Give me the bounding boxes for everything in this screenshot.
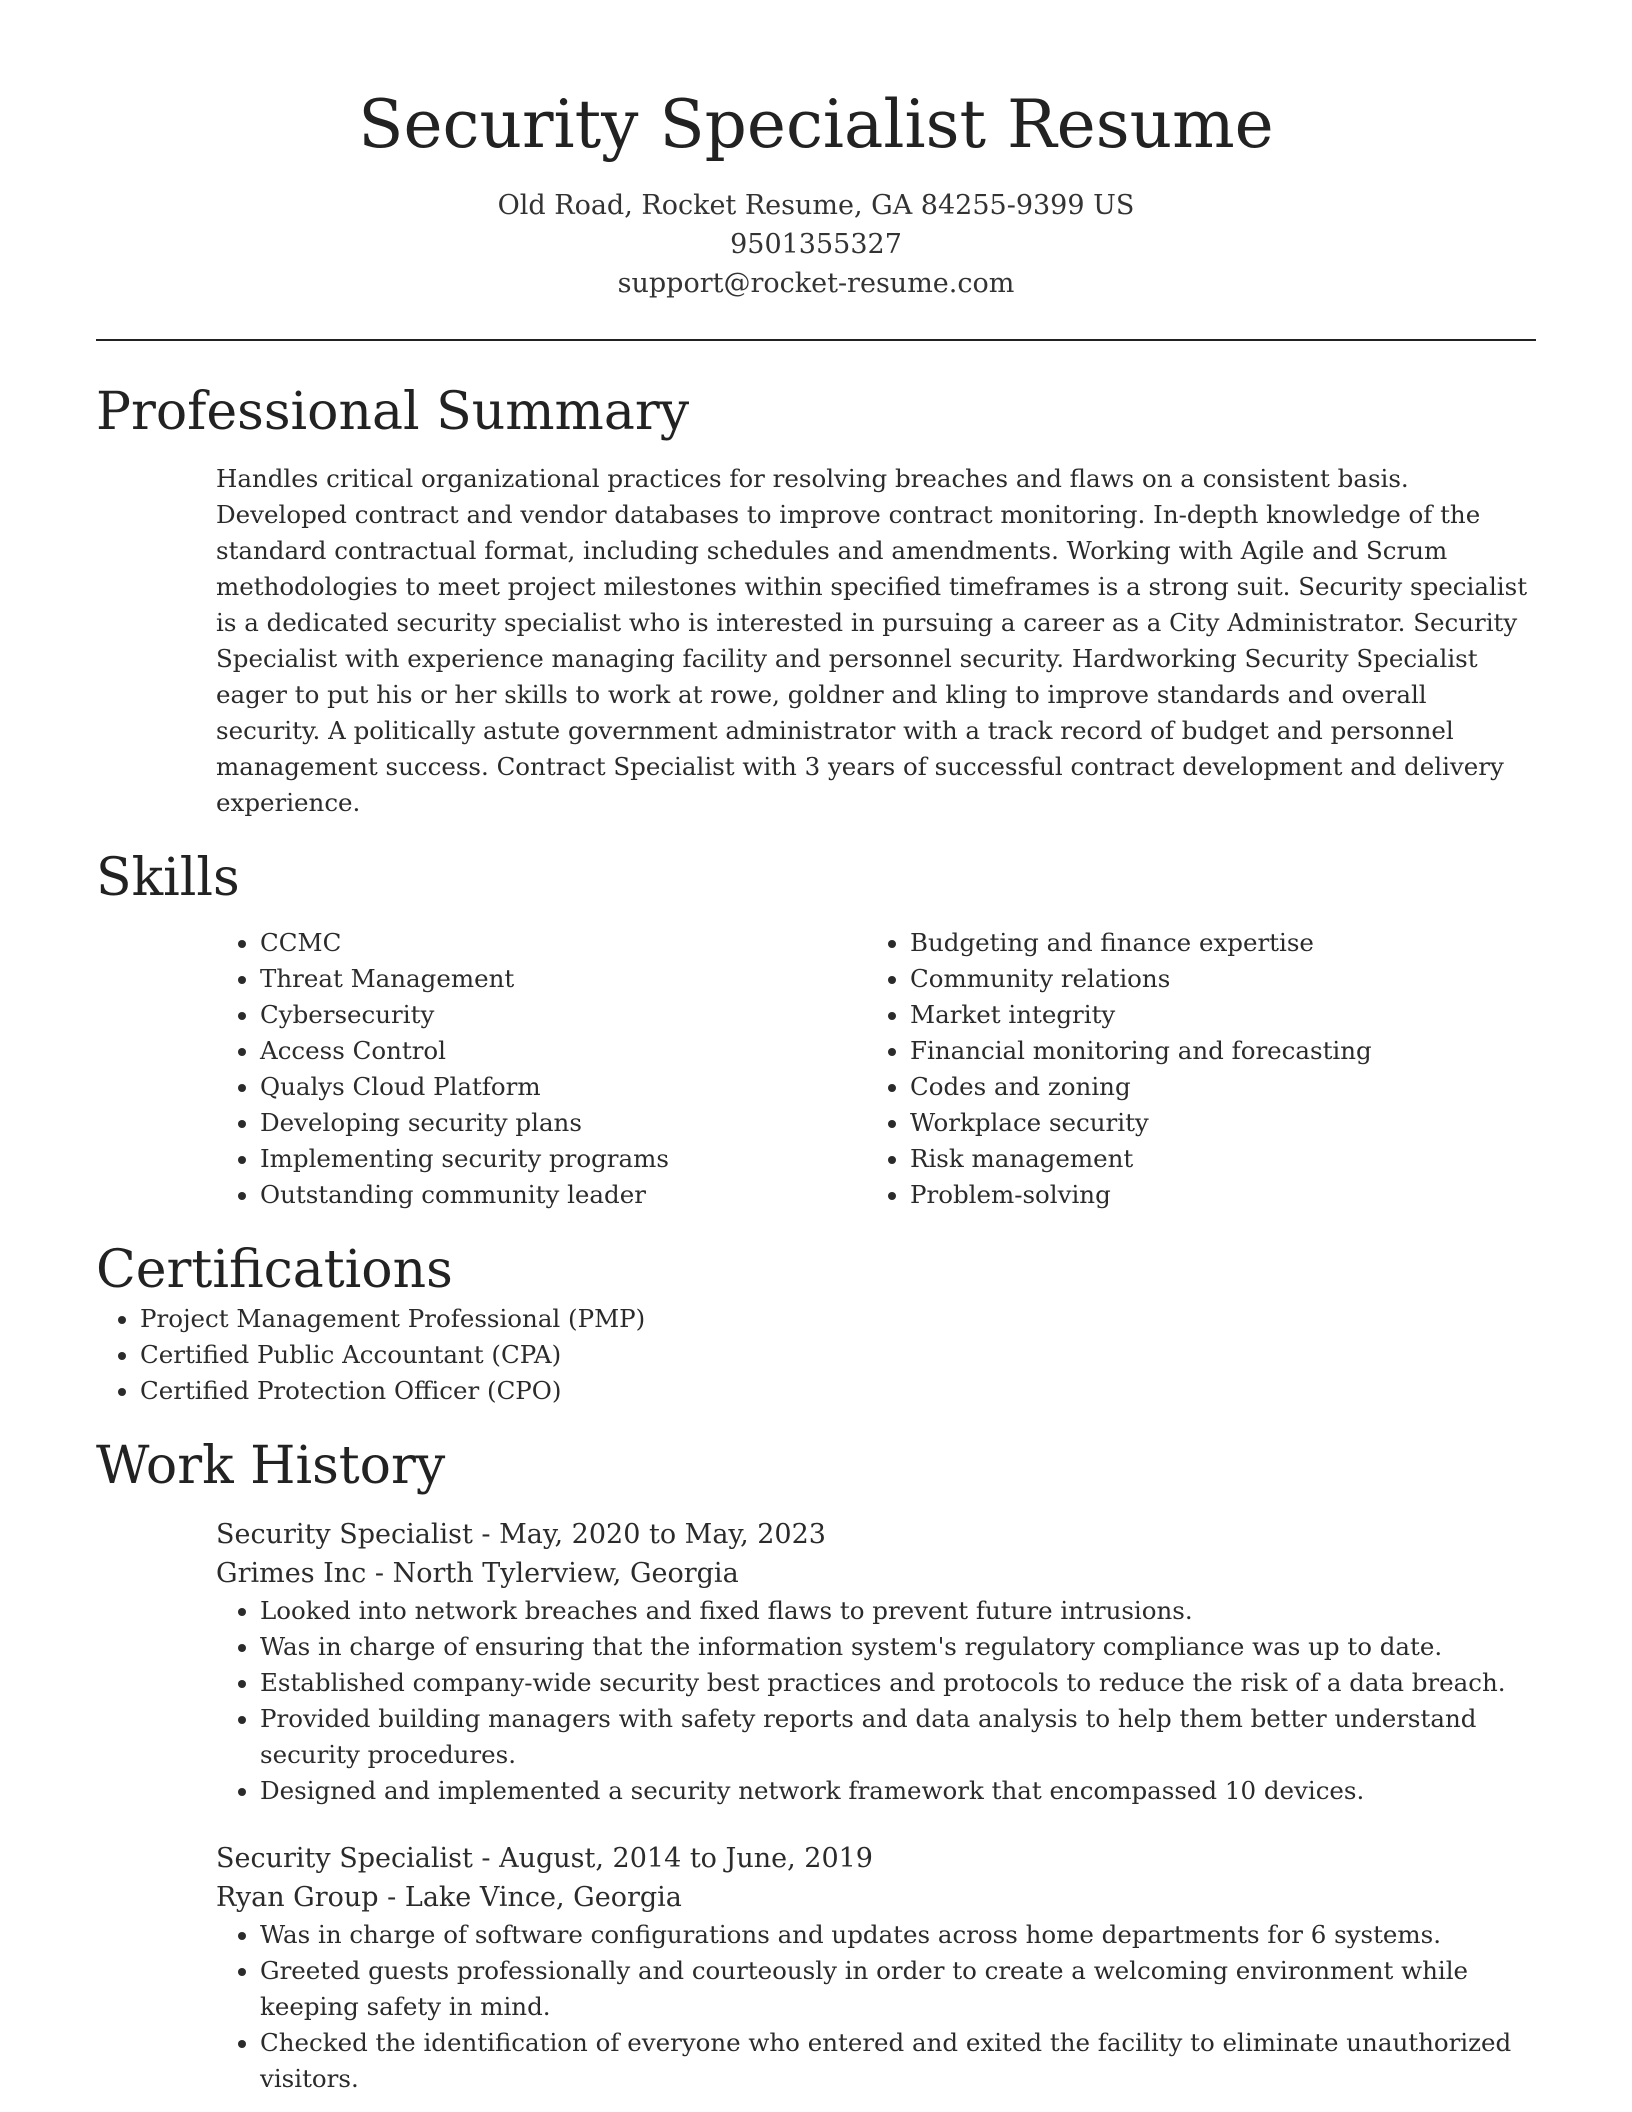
skill-item: • Financial monitoring and forecasting — [910, 1033, 1516, 1069]
skill-item: • Workplace security — [910, 1105, 1516, 1141]
job-title-line: Security Specialist - August, 2014 to June, 2019 — [216, 1843, 873, 1874]
skill-item: • Qualys Cloud Platform — [260, 1069, 866, 1105]
summary-heading: Professional Summary — [96, 382, 690, 442]
skill-item: • Cybersecurity — [260, 997, 866, 1033]
certifications-heading: Certifications — [96, 1240, 453, 1300]
job-bullet: • Provided building managers with safety reports and data analysis to help them better understand security procedures. — [260, 1701, 1536, 1773]
skill-item: • Implementing security programs — [260, 1141, 866, 1177]
job-title-line: Security Specialist - May, 2020 to May, 2023 — [216, 1519, 826, 1550]
job-bullet: • Established company-wide security best practices and protocols to reduce the risk of a data breach. — [260, 1665, 1536, 1701]
skill-item: • Threat Management — [260, 961, 866, 997]
contact-email: support@rocket-resume.com — [617, 268, 1015, 299]
skills-heading: Skills — [96, 848, 240, 908]
skill-item: • Budgeting and finance expertise — [910, 925, 1516, 961]
skills-list-right — [866, 925, 1516, 1213]
job-dates: August, 2014 to June, 2019 — [499, 1843, 873, 1874]
skill-item: • Market integrity — [910, 997, 1516, 1033]
skills-section — [96, 847, 1536, 1213]
work-history-section — [96, 1435, 1536, 2097]
skill-item: • Outstanding community leader — [260, 1177, 866, 1213]
job-bullet: • Was in charge of software configurations and updates across home departments for 6 systems. — [260, 1917, 1536, 1953]
skills-columns — [216, 925, 1536, 1213]
job-location: Lake Vince, Georgia — [404, 1882, 682, 1913]
certification-item: • Certified Public Accountant (CPA) — [140, 1337, 1536, 1373]
skills-list-left — [216, 925, 866, 1213]
job-company-line: Grimes Inc - North Tylerview, Georgia — [216, 1558, 739, 1589]
skill-item: • Access Control — [260, 1033, 866, 1069]
job-entry — [216, 1839, 1536, 2097]
job-bullets — [216, 1917, 1536, 2097]
job-bullet: • Greeted guests professionally and courteously in order to create a welcoming environment while keeping safety in mind. — [260, 1953, 1536, 2025]
certification-item: • Certified Protection Officer (CPO) — [140, 1373, 1536, 1409]
job-title: Security Specialist — [216, 1519, 473, 1550]
job-title: Security Specialist — [216, 1843, 473, 1874]
skill-item: • Community relations — [910, 961, 1516, 997]
job-company: Ryan Group — [216, 1882, 379, 1913]
resume-page — [96, 0, 1536, 2097]
header-divider — [96, 339, 1536, 341]
certifications-list — [96, 1301, 1536, 1409]
skill-item: • Codes and zoning — [910, 1069, 1516, 1105]
job-entry — [216, 1515, 1536, 1809]
job-bullet: • Checked the identification of everyone who entered and exited the facility to eliminate unauthorized visitors. — [260, 2025, 1536, 2097]
skills-column-right — [866, 925, 1516, 1213]
certification-item: • Project Management Professional (PMP) — [140, 1301, 1536, 1337]
job-bullet: • Was in charge of ensuring that the information system's regulatory compliance was up to date. — [260, 1629, 1536, 1665]
job-bullet: • Looked into network breaches and fixed flaws to prevent future intrusions. — [260, 1593, 1536, 1629]
professional-summary-section — [96, 381, 1536, 821]
skill-item: • Problem-solving — [910, 1177, 1516, 1213]
job-bullets — [216, 1593, 1536, 1809]
skill-item: • Developing security plans — [260, 1105, 866, 1141]
job-company-line: Ryan Group - Lake Vince, Georgia — [216, 1882, 682, 1913]
resume-header — [96, 0, 1536, 303]
summary-text: Handles critical organizational practices for resolving breaches and flaws on a consistent basis. Developed contract and vendor databases to improve contract monitoring. In-depth knowledge of the standard contractual format, including schedules and amendments. Working with Agile and Scrum methodologies to meet project milestones within specified timeframes is a strong suit. Security specialist is a dedicated security specialist who is interested in pursuing a career as a City Administrator. Security Specialist with experience managing facility and personnel security. Hardworking Security Specialist eager to put his or her skills to work at rowe, goldner and kling to improve standards and overall security. A politically astute government administrator with a track record of budget and personnel management success. Contract Specialist with 3 years of successful contract development and delivery experience. — [216, 464, 1528, 817]
skills-column-left — [216, 925, 866, 1213]
job-location: North Tylerview, Georgia — [392, 1558, 739, 1589]
work-history-heading: Work History — [96, 1436, 446, 1496]
resume-title: Security Specialist Resume — [358, 86, 1274, 163]
contact-phone: 9501355327 — [730, 229, 902, 260]
contact-address: Old Road, Rocket Resume, GA 84255-9399 US — [497, 190, 1135, 221]
job-bullet: • Designed and implemented a security network framework that encompassed 10 devices. — [260, 1773, 1536, 1809]
job-dates: May, 2020 to May, 2023 — [499, 1519, 826, 1550]
skill-item: • Risk management — [910, 1141, 1516, 1177]
certifications-section — [96, 1239, 1536, 1409]
skill-item: • CCMC — [260, 925, 866, 961]
job-company: Grimes Inc — [216, 1558, 367, 1589]
